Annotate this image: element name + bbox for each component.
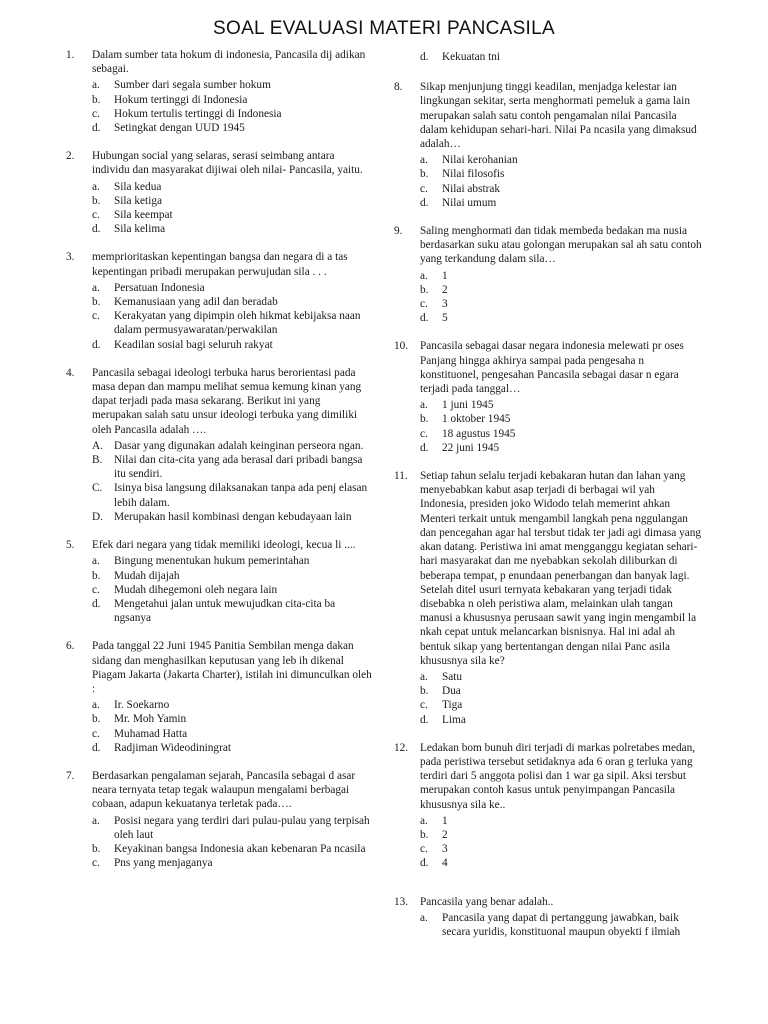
option-text: Persatuan Indonesia — [114, 281, 205, 294]
question-text: Ledakan bom bunuh diri terjadi di markas polretabes medan, pada peristiwa tersebut setidaknya ada 6 oran g terluka yang terdiri dari 5 anggota polisi dan 1 war ga sipil. Aksi tersbut merupakan contoh kasus untuk penyimpangan Pancasila khususnya sila ke.. — [420, 741, 696, 811]
option-text: Kekuatan tni — [442, 51, 501, 63]
question-number: 5. — [66, 539, 75, 552]
question-number: 9. — [394, 225, 403, 238]
option-text: Sila ketiga — [114, 194, 163, 207]
answer-option — [92, 121, 372, 135]
option-letter: a. — [420, 670, 428, 683]
answer-option — [92, 78, 372, 92]
question-item — [392, 895, 704, 940]
option-letter: a. — [92, 814, 100, 827]
option-letter: d. — [92, 597, 101, 610]
option-text: Hokum tertulis tertinggi di Indonesia — [114, 107, 282, 120]
option-letter: b. — [420, 283, 429, 296]
option-text: Sila kelima — [114, 223, 166, 236]
option-text: Ir. Soekarno — [114, 699, 170, 712]
right-column — [392, 48, 704, 953]
option-letter: d. — [92, 741, 101, 754]
answer-option — [92, 698, 372, 712]
answer-option — [92, 295, 372, 309]
answer-option — [92, 569, 372, 583]
answer-option — [92, 597, 372, 625]
option-text: Bingung menentukan hukum pemerintahan — [114, 555, 310, 568]
answer-option — [92, 554, 372, 568]
question-item — [62, 639, 372, 755]
option-letter: a. — [420, 269, 428, 282]
option-text: Lima — [442, 713, 466, 726]
option-text: Kerakyatan yang dipimpin oleh hikmat kebijaksa naan dalam permusyawaratan/perwakilan — [114, 310, 361, 337]
answer-option — [92, 338, 372, 352]
option-letter: A. — [92, 439, 103, 452]
option-text: Mudah dijajah — [114, 569, 180, 582]
question-item — [392, 224, 704, 325]
question-item — [392, 50, 704, 64]
option-letter: c. — [92, 583, 100, 596]
option-text: Sumber dari segala sumber hokum — [114, 79, 271, 92]
answer-option — [420, 911, 704, 939]
question-item — [392, 339, 704, 455]
answer-option — [420, 196, 704, 210]
option-letter: b. — [420, 413, 429, 426]
answer-option — [420, 311, 704, 325]
answer-option — [92, 481, 372, 509]
question-number: 12. — [394, 741, 409, 754]
answer-option — [92, 814, 372, 842]
answer-options — [92, 281, 372, 352]
option-text: 18 agustus 1945 — [442, 427, 516, 440]
option-text: 2 — [442, 828, 448, 841]
answer-option — [92, 727, 372, 741]
answer-option — [92, 510, 372, 524]
question-text: Dalam sumber tata hokum di indonesia, Pancasila dij adikan sebagai. — [92, 49, 366, 76]
question-number: 13. — [394, 895, 409, 908]
option-text: Satu — [442, 670, 463, 683]
option-letter: d. — [420, 857, 429, 870]
document-title: SOAL EVALUASI MATERI PANCASILA — [213, 18, 555, 39]
answer-options — [420, 153, 704, 210]
option-letter: a. — [92, 79, 100, 92]
question-number: 6. — [66, 640, 75, 653]
answer-option — [420, 856, 704, 870]
answer-option — [420, 398, 704, 412]
answer-option — [92, 222, 372, 236]
option-text: Nilai abstrak — [442, 182, 501, 195]
answer-options — [420, 398, 704, 455]
option-letter: d. — [420, 312, 429, 325]
option-text: Keyakinan bangsa Indonesia akan kebenaran Pa ncasila — [114, 842, 366, 855]
answer-option — [92, 583, 372, 597]
answer-options — [420, 269, 704, 326]
option-text: Merupakan hasil kombinasi dengan kebudayaan lain — [114, 510, 352, 523]
question-text: Berdasarkan pengalaman sejarah, Pancasila sebagai d asar neara ternyata tetap tegak walaupun mengalami berbagai cobaan, adapun kekuatanya terletak pada…. — [92, 769, 356, 811]
option-letter: b. — [92, 569, 101, 582]
question-item — [62, 366, 372, 524]
answer-option — [420, 441, 704, 455]
question-text: Pancasila sebagai ideologi terbuka harus berorientasi pada masa depan dan mampu melihat semua kemung kinan yang dapat terjadi pada masa sekarang. Berikut ini yang merupakan salah satu unsur ideologi terbuka yang dimiliki oleh Pancasila adalah …. — [92, 366, 362, 436]
answer-option — [92, 194, 372, 208]
option-letter: c. — [92, 209, 100, 222]
question-item — [62, 769, 372, 870]
answer-option — [92, 439, 372, 453]
option-letter: d. — [420, 51, 429, 63]
answer-option — [420, 684, 704, 698]
question-number: 10. — [394, 340, 409, 353]
question-item — [392, 741, 704, 871]
option-letter: c. — [420, 182, 428, 195]
answer-option — [92, 93, 372, 107]
question-number: 8. — [394, 81, 403, 94]
option-letter: b. — [420, 685, 429, 698]
option-text: 1 juni 1945 — [442, 399, 494, 412]
answer-options — [92, 554, 372, 625]
question-text: Saling menghormati dan tidak membeda bedakan ma nusia berdasarkan suku atau golongan merupakan sal ah satu contoh yang terkandung dalam sila… — [420, 225, 702, 266]
question-text: memprioritaskan kepentingan bangsa dan negara di a tas kepentingan pribadi merupakan perwujudan sila . . . — [92, 251, 348, 278]
answer-option — [420, 167, 704, 181]
answer-option — [92, 180, 372, 194]
option-letter: c. — [92, 107, 100, 120]
answer-options — [420, 911, 704, 939]
option-letter: c. — [420, 843, 428, 856]
question-number: 3. — [66, 251, 75, 264]
answer-options — [92, 814, 372, 871]
question-text: Pancasila yang benar adalah.. — [420, 895, 554, 908]
option-text: 5 — [442, 312, 448, 325]
option-text: Mudah dihegemoni oleh negara lain — [114, 583, 278, 596]
question-number: 2. — [66, 150, 75, 163]
option-text: Muhamad Hatta — [114, 727, 188, 740]
answer-option — [420, 182, 704, 196]
answer-options — [92, 698, 372, 755]
option-letter: a. — [92, 555, 100, 568]
question-number: 11. — [394, 470, 408, 483]
option-letter: c. — [420, 427, 428, 440]
option-letter: a. — [420, 154, 428, 167]
answer-options — [420, 814, 704, 871]
option-text: 1 — [442, 814, 448, 827]
option-text: Keadilan sosial bagi seluruh rakyat — [114, 338, 273, 351]
question-text: Pancasila sebagai dasar negara indonesia melewati pr oses Panjang hingga akhirya sampai pada pengesaha n konstituonel, pengesahan Pancasila sebagai dasar n egara terjadi pada tanggal… — [420, 340, 684, 396]
option-text: Isinya bisa langsung dilaksanakan tanpa ada penj elasan lebih dalam. — [114, 482, 368, 509]
option-text: Kemanusiaan yang adil dan beradab — [114, 296, 278, 309]
option-text: Pns yang menjaganya — [114, 857, 213, 870]
option-letter: d. — [92, 223, 101, 236]
answer-option — [420, 814, 704, 828]
answer-option — [92, 281, 372, 295]
option-text: Sila kedua — [114, 180, 162, 193]
option-text: 3 — [442, 843, 448, 856]
option-text: 1 oktober 1945 — [442, 413, 511, 426]
question-item — [62, 250, 372, 351]
answer-option — [92, 453, 372, 481]
question-item — [392, 469, 704, 727]
answer-option — [420, 698, 704, 712]
answer-option — [420, 269, 704, 283]
question-text: Efek dari negara yang tidak memiliki ideologi, kecua li .... — [92, 539, 356, 552]
answer-option — [420, 828, 704, 842]
option-text: 1 — [442, 269, 448, 282]
question-number: 4. — [66, 366, 75, 379]
question-item — [62, 538, 372, 625]
answer-option — [92, 107, 372, 121]
left-column — [62, 48, 372, 884]
option-text: 22 juni 1945 — [442, 441, 500, 454]
option-text: Posisi negara yang terdiri dari pulau-pulau yang terpisah oleh laut — [114, 814, 370, 841]
option-text: Nilai filosofis — [442, 168, 505, 181]
option-letter: a. — [420, 399, 428, 412]
question-text: Pada tanggal 22 Juni 1945 Panitia Sembilan menga dakan sidang dan menghasilkan keputusan yang leb ih dikenal Piagam Jakarta (Jakarta Charter), istilah ini dimunculkan oleh : — [92, 640, 372, 695]
option-letter: a. — [92, 281, 100, 294]
option-letter: B. — [92, 454, 103, 467]
option-letter: a. — [92, 180, 100, 193]
option-text: 2 — [442, 283, 448, 296]
option-letter: D. — [92, 510, 103, 523]
option-text: Nilai kerohanian — [442, 154, 518, 167]
answer-option — [92, 856, 372, 870]
option-letter: c. — [420, 298, 428, 311]
answer-option — [420, 412, 704, 426]
option-letter: b. — [92, 842, 101, 855]
option-letter: d. — [420, 441, 429, 454]
question-text: Hubungan social yang selaras, serasi seimbang antara individu dan masyarakat dijiwai oleh nilai- Pancasila, yaitu. — [92, 150, 363, 177]
answer-options — [92, 78, 372, 135]
answer-options — [420, 670, 704, 727]
answer-option — [92, 712, 372, 726]
option-letter: b. — [92, 296, 101, 309]
option-letter: a. — [420, 911, 428, 924]
answer-option — [420, 713, 704, 727]
option-text: Mengetahui jalan untuk mewujudkan cita-cita ba ngsanya — [114, 597, 336, 625]
question-item — [62, 48, 372, 135]
answer-option — [92, 309, 372, 337]
question-text: Sikap menjunjung tinggi keadilan, menjadga kelestar ian lingkungan sekitar, serta menghormati pemeluk a gama lain merupakan salah satu contoh pengamalan nilai Pancasila dalam kehidupan sehari-hari. Nilai Pa ncasila yang dimaksud adalah… — [420, 81, 697, 151]
question-item — [62, 149, 372, 236]
option-text: 3 — [442, 298, 448, 311]
answer-option — [420, 670, 704, 684]
option-letter: c. — [92, 857, 100, 870]
option-text: Nilai dan cita-cita yang ada berasal dari pribadi bangsa itu sendiri. — [114, 454, 363, 481]
option-text: Radjiman Wideodiningrat — [114, 741, 231, 754]
option-letter: b. — [92, 713, 101, 726]
answer-option — [420, 153, 704, 167]
option-letter: b. — [92, 93, 101, 106]
option-letter: b. — [420, 168, 429, 181]
question-item — [392, 80, 704, 210]
option-text: Mr. Moh Yamin — [114, 713, 187, 726]
answer-option — [420, 283, 704, 297]
option-text: 4 — [442, 857, 448, 870]
answer-options — [92, 180, 372, 237]
option-text: Dua — [442, 685, 461, 698]
question-number: 7. — [66, 769, 75, 782]
option-text: Hokum tertinggi di Indonesia — [114, 93, 248, 106]
answer-option — [420, 842, 704, 856]
answer-option — [420, 427, 704, 441]
option-text: Pancasila yang dapat di pertanggung jawabkan, baik secara yuridis, konstituonal maupun obyekti f ilmiah — [442, 911, 681, 938]
option-letter: c. — [92, 727, 100, 740]
answer-options — [420, 50, 704, 64]
option-letter: a. — [420, 814, 428, 827]
option-letter: C. — [92, 482, 103, 495]
option-text: Nilai umum — [442, 196, 497, 209]
option-letter: d. — [92, 122, 101, 135]
answer-option — [420, 297, 704, 311]
option-text: Setingkat dengan UUD 1945 — [114, 122, 245, 135]
answer-option — [420, 50, 704, 64]
option-text: Tiga — [442, 699, 463, 712]
question-number: 1. — [66, 49, 75, 61]
answer-option — [92, 741, 372, 755]
answer-option — [92, 208, 372, 222]
option-text: Dasar yang digunakan adalah keinginan perseora ngan. — [114, 439, 364, 452]
option-letter: d. — [420, 713, 429, 726]
option-letter: d. — [92, 338, 101, 351]
option-letter: c. — [92, 310, 100, 323]
option-letter: b. — [420, 828, 429, 841]
option-letter: c. — [420, 699, 428, 712]
option-text: Sila keempat — [114, 209, 173, 222]
question-text: Setiap tahun selalu terjadi kebakaran hutan dan lahan yang menyebabkan kabut asap terjadi di berbagai wil yah Indonesia, presiden joko Widodo telah memerint ahkan Menteri terkait untuk mengambil langkah pena nggulangan dan pencegahan agar hal tersbut tidak ter jadi agi dimasa yang akan datang. Peristiwa ini amat mengganggu kegiatan sehari-hari masyarakat dan me nyebabkan sekolah diliburkan di beberapa tempat, p enundaan penerbangan dan banyak lagi. Setelah ditel usuri ternyata kebakaran yang terjadi tidak disebabka n oleh peristiwa alam, melainkan ulah tangan manusi a khususnya perusaan sawit yang ingin mengambil la nkah cepat untuk melancarkan bisnisnya. Hal ini adal ah bentuk sikap yang bertentangan dengan nilai Panc asila khususnya sila ke? — [420, 470, 702, 667]
answer-option — [92, 842, 372, 856]
option-letter: a. — [92, 699, 100, 712]
answer-options — [92, 439, 372, 524]
option-letter: d. — [420, 196, 429, 209]
option-letter: b. — [92, 194, 101, 207]
